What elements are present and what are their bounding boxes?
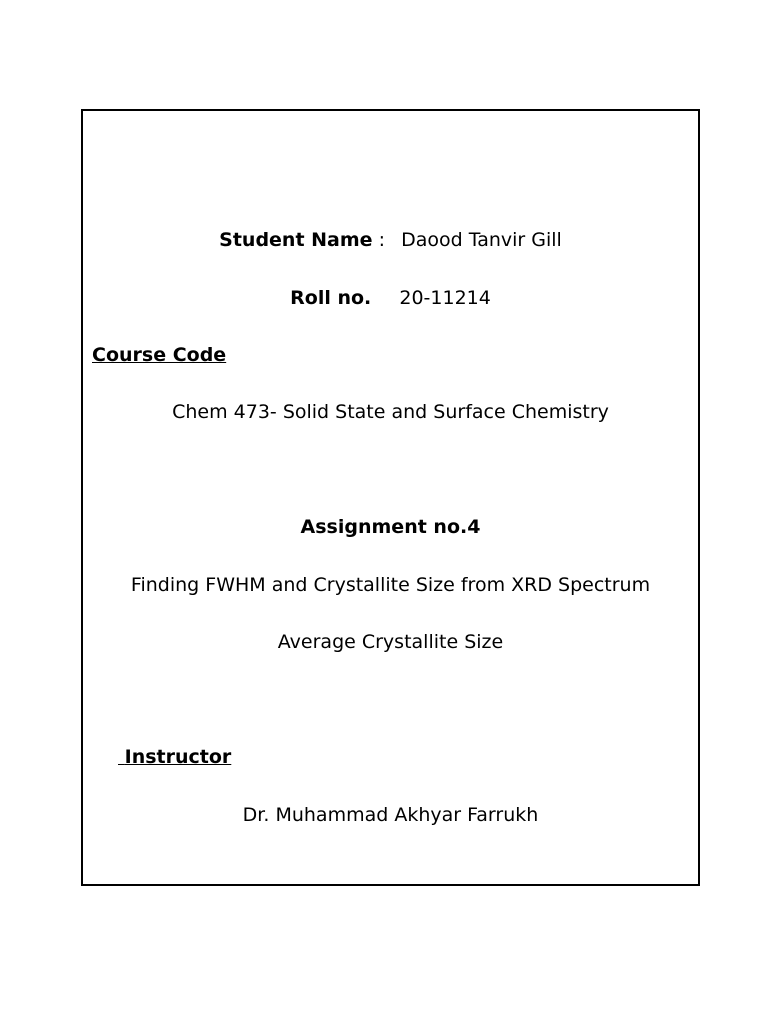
- cover-page-frame: [81, 109, 700, 886]
- course-code-heading: Course Code: [92, 344, 227, 366]
- student-name-label: Student Name: [219, 229, 373, 251]
- instructor-name: Dr. Muhammad Akhyar Farrukh: [242, 804, 539, 826]
- roll-no-label: Roll no.: [290, 287, 372, 309]
- instructor-heading-row: [118, 745, 733, 769]
- course-title: Chem 473- Solid State and Surface Chemistry: [172, 401, 609, 423]
- student-name-value: Daood Tanvir Gill: [401, 229, 562, 251]
- roll-no-row: [83, 286, 698, 310]
- assignment-topic: Finding FWHM and Crystallite Size from XRD Spectrum: [130, 574, 651, 596]
- instructor-heading: Instructor: [124, 746, 232, 768]
- student-name-separator: :: [378, 229, 386, 251]
- assignment-title: Assignment no.4: [300, 516, 481, 538]
- course-code-heading-row: [92, 343, 707, 367]
- student-name-row: [83, 228, 698, 252]
- assignment-subtopic: Average Crystallite Size: [277, 631, 504, 653]
- roll-no-value: 20-11214: [399, 287, 491, 309]
